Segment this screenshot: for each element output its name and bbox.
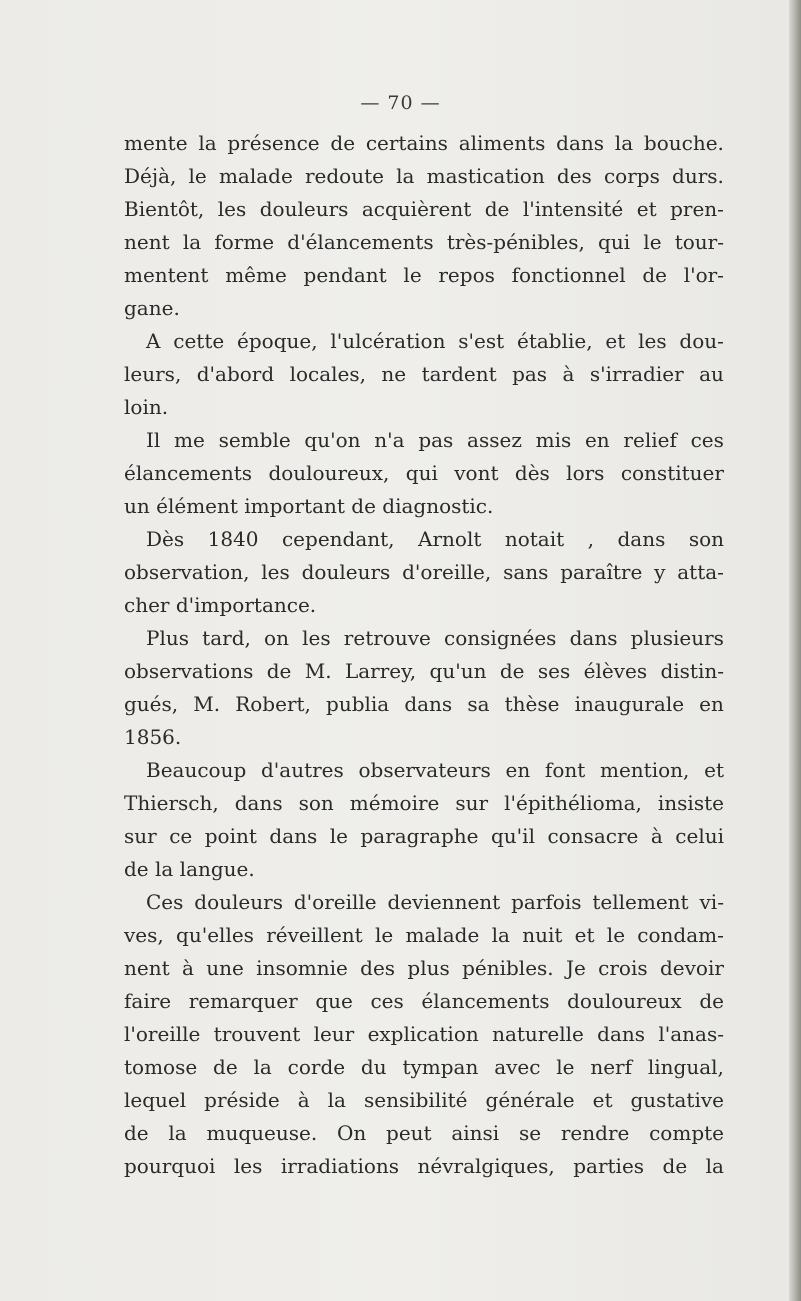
text-line: mentent même pendant le repos fonctionnel de l'or- [124, 263, 724, 287]
text-line: gane. [124, 296, 180, 320]
text-line: Plus tard, on les retrouve consignées dans plusieurs [146, 626, 724, 650]
text-line: faire remarquer que ces élancements douloureux de [124, 989, 724, 1013]
text-line: Dès 1840 cependant, Arnolt notait , dans son [146, 527, 724, 551]
text-line: tomose de la corde du tympan avec le nerf lingual, [124, 1055, 724, 1079]
text-line: un élément important de diagnostic. [124, 494, 494, 518]
text-line: nent à une insomnie des plus pénibles. Je crois devoir [124, 956, 724, 980]
text-line: leurs, d'abord locales, ne tardent pas à s'irradier au [124, 362, 724, 386]
text-line: Thiersch, dans son mémoire sur l'épithélioma, insiste [124, 791, 724, 815]
text-line: cher d'importance. [124, 593, 317, 617]
text-line: observation, les douleurs d'oreille, sans paraître y atta- [124, 560, 724, 584]
text-line: ves, qu'elles réveillent le malade la nuit et le condam- [124, 923, 724, 947]
text-line: Déjà, le malade redoute la mastication des corps durs. [124, 164, 724, 188]
body-text [124, 127, 724, 1183]
text-line: observations de M. Larrey, qu'un de ses élèves distin- [124, 659, 724, 683]
page-number: — 70 — [360, 92, 441, 114]
text-line: 1856. [124, 725, 182, 749]
text-line: Bientôt, les douleurs acquièrent de l'intensité et pren- [124, 197, 724, 221]
text-line: Beaucoup d'autres observateurs en font mention, et [146, 758, 724, 782]
text-line: élancements douloureux, qui vont dès lors constituer [124, 461, 724, 485]
text-line: mente la présence de certains aliments dans la bouche. [124, 131, 724, 155]
text-line: de la muqueuse. On peut ainsi se rendre compte [124, 1121, 724, 1145]
text-line: lequel préside à la sensibilité générale et gustative [124, 1088, 724, 1112]
text-line: A cette époque, l'ulcération s'est établie, et les dou- [146, 329, 724, 353]
text-line: Il me semble qu'on n'a pas assez mis en relief ces [146, 428, 724, 452]
text-line: de la langue. [124, 857, 255, 881]
text-line: l'oreille trouvent leur explication naturelle dans l'anas- [124, 1022, 724, 1046]
text-line: pourquoi les irradiations névralgiques, parties de la [124, 1154, 724, 1178]
text-line: Ces douleurs d'oreille deviennent parfois tellement vi- [146, 890, 724, 914]
text-line: gués, M. Robert, publia dans sa thèse inaugurale en [124, 692, 724, 716]
text-line: loin. [124, 395, 169, 419]
text-line: nent la forme d'élancements très-pénibles, qui le tour- [124, 230, 724, 254]
text-line: sur ce point dans le paragraphe qu'il consacre à celui [124, 824, 724, 848]
page-edge-shadow [789, 0, 801, 1301]
